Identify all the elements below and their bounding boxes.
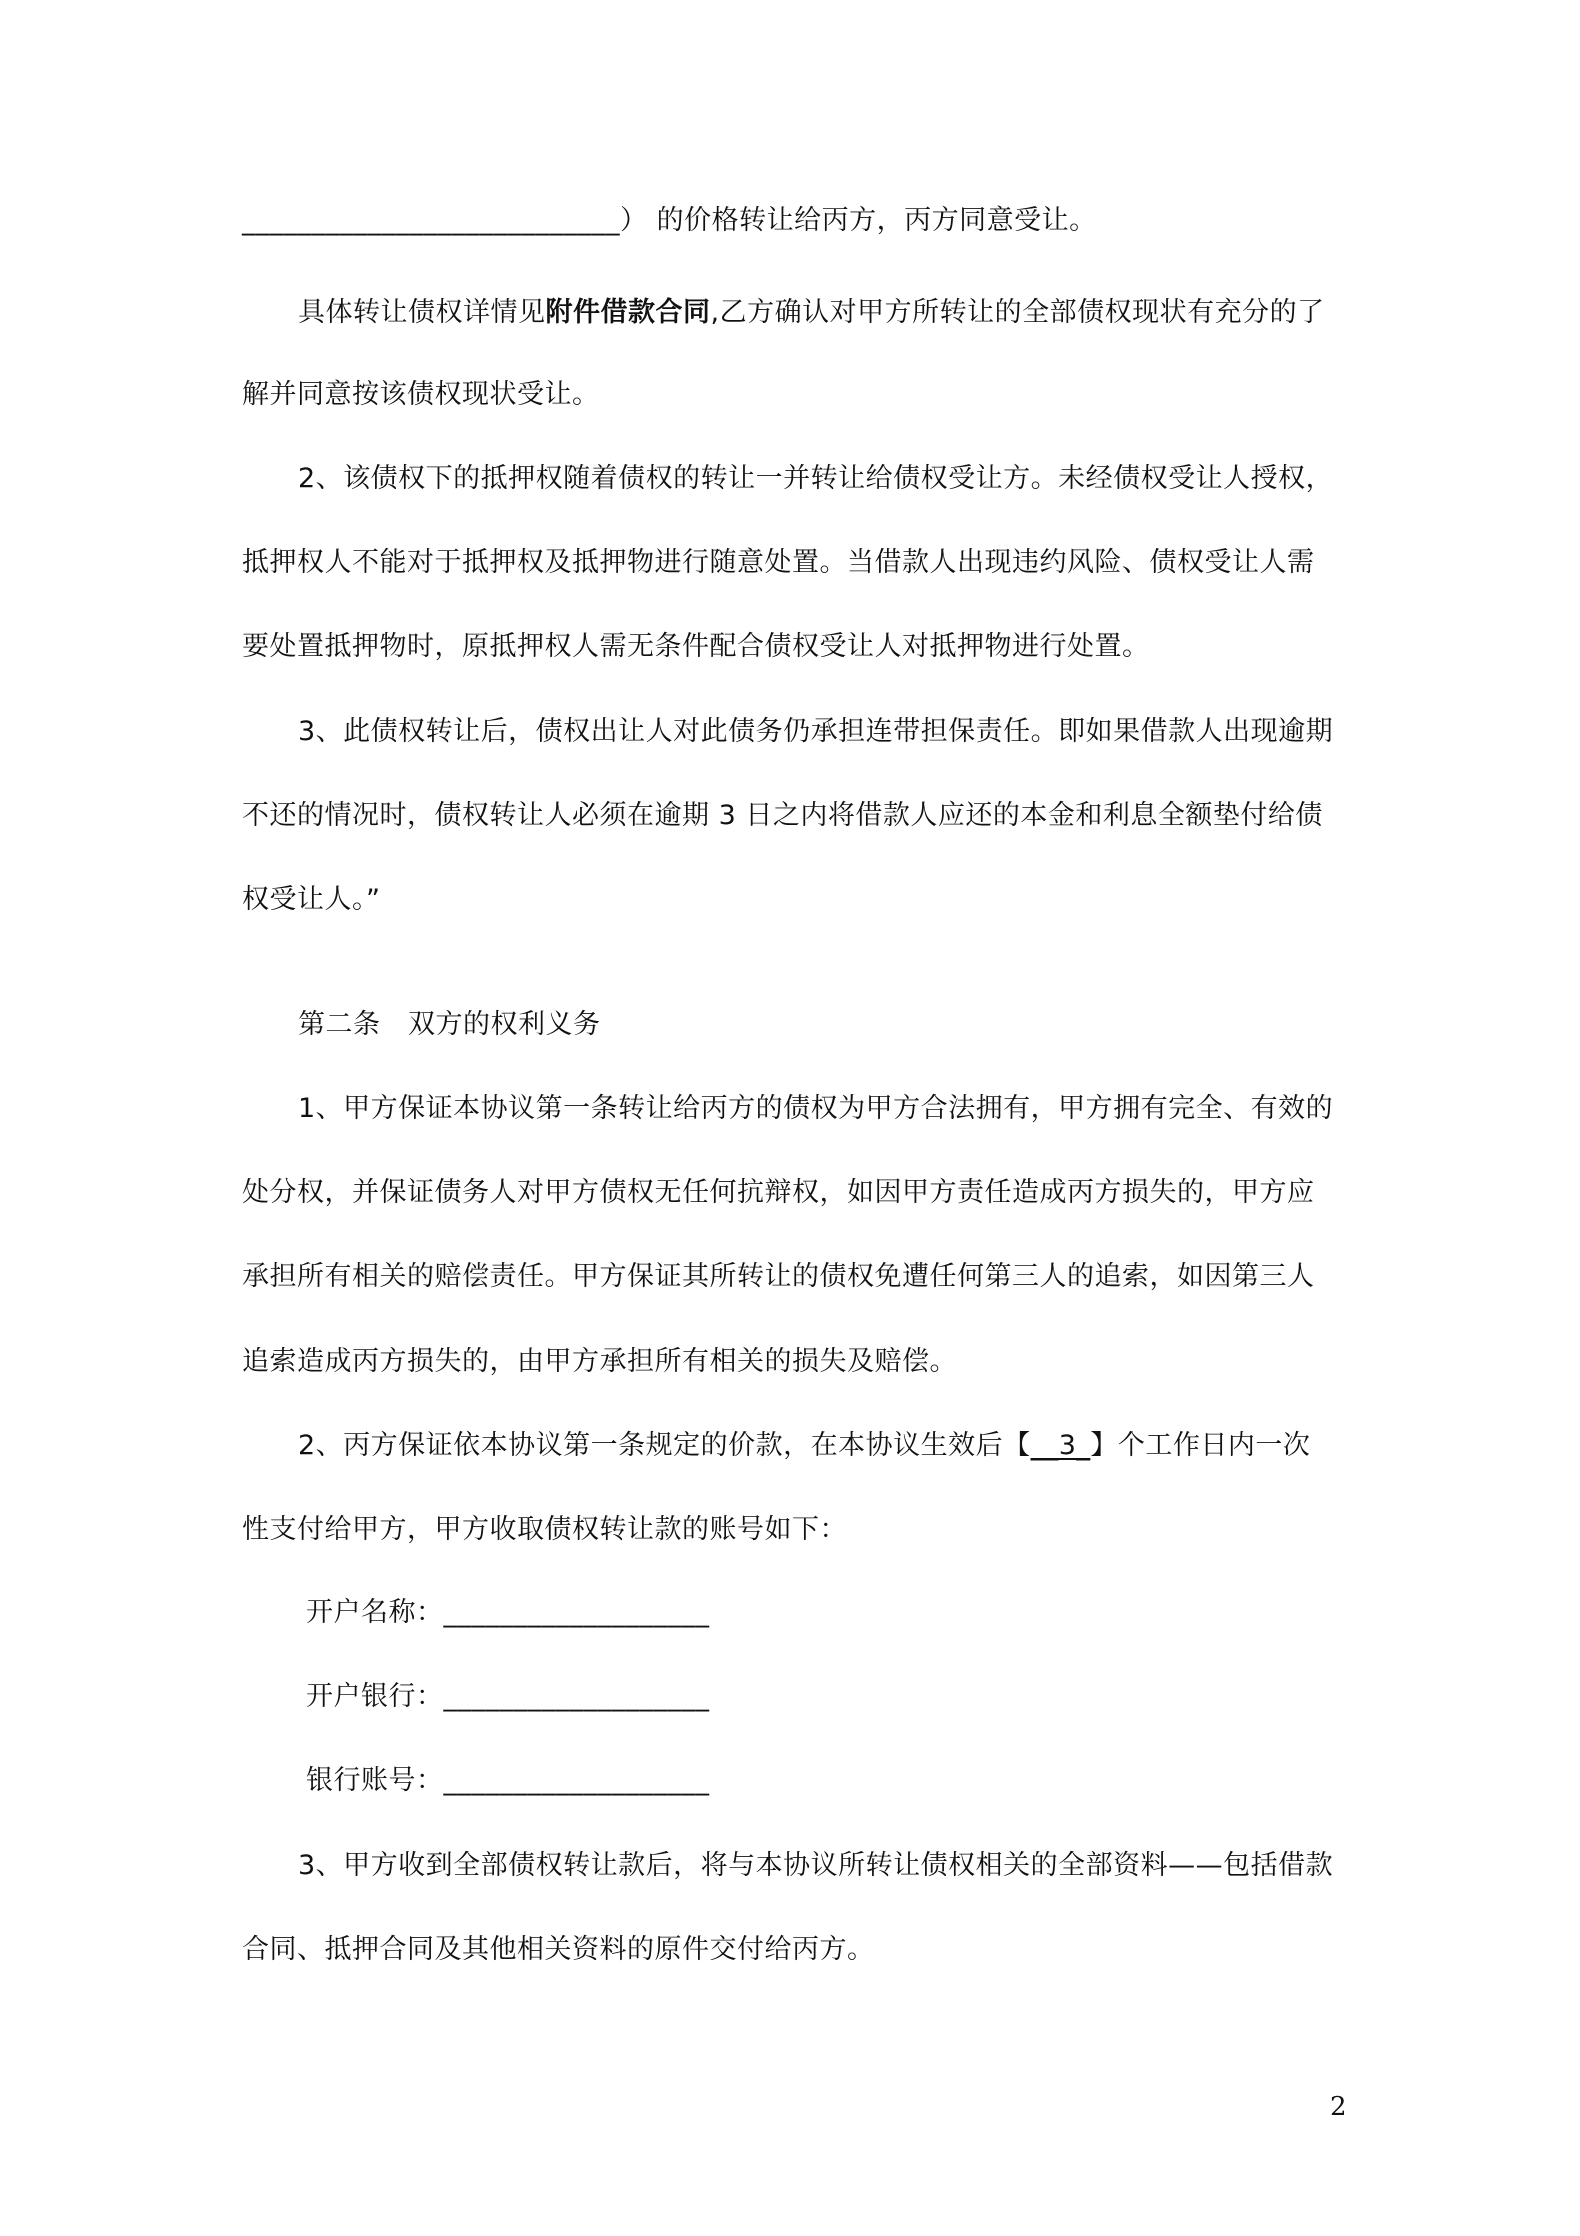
account-bank-field: 开户银行：___________________ [306,1681,710,1712]
working-days-value: __3_ [1030,1430,1091,1461]
line-text: ,乙方确认对甲方所转让的全部债权现状有充分的了 [710,297,1325,328]
paragraph-line: 追索造成丙方损失的，由甲方承担所有相关的损失及赔偿。 [242,1346,957,1377]
paragraph-line-clause-2: 2、该债权下的抵押权随着债权的转让一并转让给债权受让方。未经债权受让人授权， [298,463,1334,494]
paragraph-line-clause-3: 3、此债权转让后，债权出让人对此债务仍承担连带担保责任。即如果借款人出现逾期 [298,716,1334,747]
account-number-field: 银行账号：___________________ [306,1765,710,1796]
paragraph-line: 权受让人。” [242,884,381,915]
paragraph-line: 承担所有相关的赔偿责任。甲方保证其所转让的债权免遭任何第三人的追索，如因第三人 [242,1261,1315,1292]
line-text: 具体转让债权详情见 [298,297,546,328]
paragraph-line-price-transfer: ___________________________） 的价格转让给丙方，丙方同意受让。 [242,205,1097,236]
line-text: 2、丙方保证依本协议第一条规定的价款，在本协议生效后【 [298,1430,1031,1461]
account-name-field: 开户名称：___________________ [306,1597,710,1628]
paragraph-line-article2-clause-1: 1、甲方保证本协议第一条转让给丙方的债权为甲方合法拥有，甲方拥有完全、有效的 [298,1093,1334,1124]
paragraph-line: 性支付给甲方，甲方收取债权转让款的账号如下： [242,1514,847,1545]
page-number: 2 [1330,2092,1347,2122]
paragraph-line: 要处置抵押物时，原抵押权人需无条件配合债权受让人对抵押物进行处置。 [242,631,1150,662]
bold-loan-contract-attachment: 附件借款合同 [545,297,711,328]
paragraph-line: 不还的情况时，债权转让人必须在逾期 3 日之内将借款人应还的本金和利息全额垫付给债 [242,800,1323,831]
line-text: 】个工作日内一次 [1090,1430,1311,1461]
paragraph-line-article2-clause-3: 3、甲方收到全部债权转让款后，将与本协议所转让债权相关的全部资料——包括借款 [298,1850,1334,1881]
paragraph-line: 处分权，并保证债务人对甲方债权无任何抗辩权，如因甲方责任造成丙方损失的，甲方应 [242,1177,1315,1208]
paragraph-line: 抵押权人不能对于抵押权及抵押物进行随意处置。当借款人出现违约风险、债权受让人需 [242,547,1315,578]
paragraph-line-transfer-details [298,293,1408,333]
section-heading-article-2: 第二条 双方的权利义务 [298,1009,601,1040]
paragraph-line: 解并同意按该债权现状受让。 [242,379,600,410]
paragraph-line-article2-clause-2 [298,1426,1408,1466]
paragraph-line: 合同、抵押合同及其他相关资料的原件交付给丙方。 [242,1934,875,1965]
